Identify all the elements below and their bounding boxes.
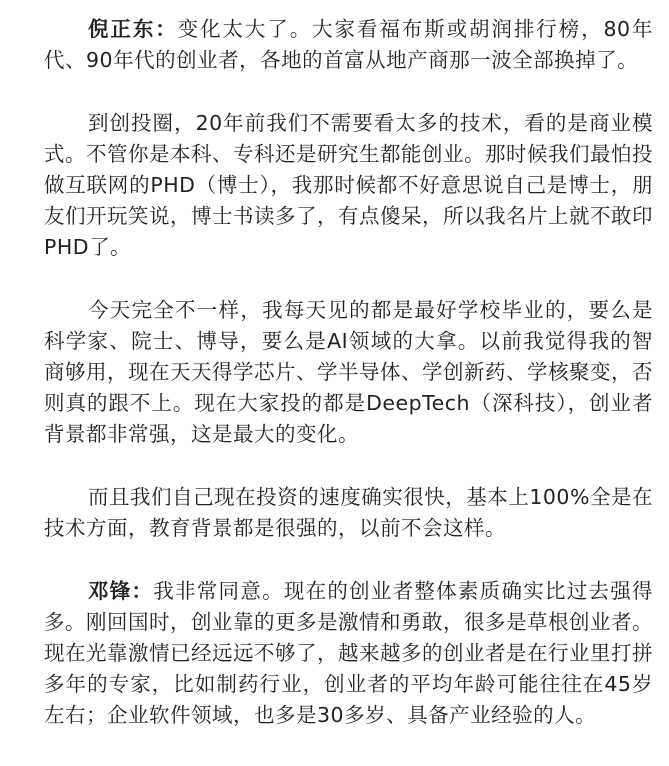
paragraph-text: 我非常同意。现在的创业者整体素质确实比过去强得多。刚回国时，创业靠的更多是激情和勇敢，很多是草根创业者。现在光靠激情已经远远不够了，越来越多的创业者是在行业里打拼多年的专家，比如制药行业，创业者的平均年龄可能往往在45岁左右；企业软件领域，也多是30多岁、具备产业经验的人。 (44, 579, 653, 727)
paragraph-4 (0, 482, 653, 544)
paragraph-text: 变化太大了。大家看福布斯或胡润排行榜，80年代、90年代的创业者，各地的首富从地产商那一波全部换掉了。 (44, 17, 653, 72)
speaker-name: 邓锋： (88, 579, 154, 603)
paragraph-3 (0, 295, 653, 450)
paragraph-2 (0, 108, 653, 263)
paragraph-text: 今天完全不一样，我每天见的都是最好学校毕业的，要么是科学家、院士、博导，要么是AI领域的大拿。以前我觉得我的智商够用，现在天天得学芯片、学半导体、学创新药、学核聚变，否则真的跟不上。现在大家投的都是DeepTech（深科技），创业者背景都非常强，这是最大的变化。 (44, 298, 653, 446)
paragraph-text: 到创投圈，20年前我们不需要看太多的技术，看的是商业模式。不管你是本科、专科还是研究生都能创业。那时候我们最怕投做互联网的PHD（博士），我那时候都不好意思说自己是博士，朋友们开玩笑说，博士书读多了，有点傻呆，所以我名片上就不敢印PHD了。 (44, 111, 653, 259)
paragraph-1 (0, 14, 653, 76)
paragraph-text: 而且我们自己现在投资的速度确实很快，基本上100%全是在技术方面，教育背景都是很强的，以前不会这样。 (44, 485, 653, 540)
speaker-name: 倪正东： (88, 17, 178, 41)
paragraph-5 (0, 576, 653, 731)
